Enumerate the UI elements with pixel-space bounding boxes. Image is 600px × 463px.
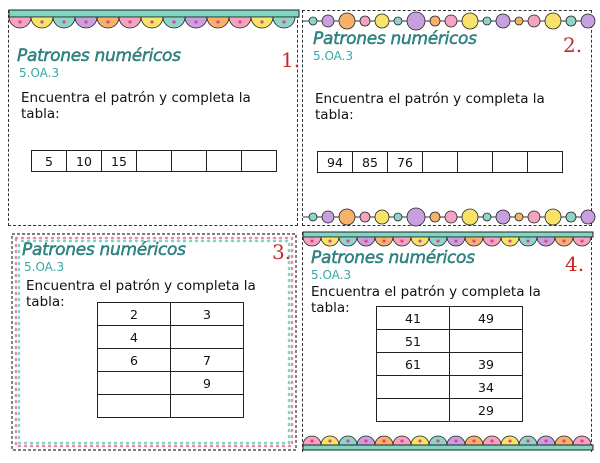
table-cell[interactable]: 49 xyxy=(450,307,523,330)
table-cell[interactable]: 15 xyxy=(102,151,137,172)
instruction-text: Encuentra el patrón y completa la tabla: xyxy=(26,278,256,310)
standard-code: 5.OA.3 xyxy=(24,260,65,274)
table-cell[interactable] xyxy=(528,152,563,173)
table-cell[interactable]: 61 xyxy=(377,353,450,376)
table-cell[interactable] xyxy=(137,151,172,172)
instruction-text: Encuentra el patrón y completa la tabla: xyxy=(311,284,541,316)
table-cell[interactable] xyxy=(242,151,277,172)
scalloped-bunting-bottom xyxy=(303,430,593,452)
table-cell[interactable] xyxy=(98,372,171,395)
table-cell[interactable] xyxy=(450,330,523,353)
table-cell[interactable]: 10 xyxy=(67,151,102,172)
table-cell[interactable] xyxy=(207,151,242,172)
card-title: Patrones numéricos xyxy=(17,46,181,66)
instruction-text: Encuentra el patrón y completa la tabla: xyxy=(315,91,545,123)
task-card-4 xyxy=(302,232,592,452)
card-number: 4. xyxy=(565,252,585,276)
table-cell[interactable] xyxy=(171,395,244,418)
instruction-text: Encuentra el patrón y completa la tabla: xyxy=(21,90,251,122)
table-cell[interactable] xyxy=(98,395,171,418)
bead-garland-bottom xyxy=(303,205,593,229)
table-cell[interactable]: 3 xyxy=(171,303,244,326)
card-number: 3. xyxy=(272,240,292,264)
table-cell[interactable] xyxy=(423,152,458,173)
card-title: Patrones numéricos xyxy=(22,240,186,260)
table-cell[interactable] xyxy=(377,399,450,422)
table-cell[interactable]: 34 xyxy=(450,376,523,399)
card-number: 1. xyxy=(281,48,301,72)
pattern-table xyxy=(317,151,563,173)
task-card-1 xyxy=(8,10,301,226)
table-cell[interactable] xyxy=(458,152,493,173)
pattern-table xyxy=(31,150,277,172)
standard-code: 5.OA.3 xyxy=(19,66,60,80)
table-cell[interactable]: 6 xyxy=(98,349,171,372)
table-cell[interactable]: 4 xyxy=(98,326,171,349)
card-title: Patrones numéricos xyxy=(311,248,475,268)
scalloped-bunting-top xyxy=(9,10,299,40)
table-cell[interactable] xyxy=(172,151,207,172)
table-cell[interactable] xyxy=(377,376,450,399)
standard-code: 5.OA.3 xyxy=(313,49,354,63)
card-number: 2. xyxy=(563,33,583,57)
standard-code: 5.OA.3 xyxy=(311,268,352,282)
pattern-table xyxy=(376,306,523,422)
table-cell[interactable]: 5 xyxy=(32,151,67,172)
table-cell[interactable]: 29 xyxy=(450,399,523,422)
table-cell[interactable]: 41 xyxy=(377,307,450,330)
card-title: Patrones numéricos xyxy=(313,29,477,49)
table-cell[interactable]: 85 xyxy=(353,152,388,173)
table-cell[interactable]: 9 xyxy=(171,372,244,395)
task-card-3 xyxy=(10,232,298,452)
pattern-table xyxy=(97,302,244,418)
table-cell[interactable]: 51 xyxy=(377,330,450,353)
table-cell[interactable]: 94 xyxy=(318,152,353,173)
table-cell[interactable]: 39 xyxy=(450,353,523,376)
table-cell[interactable] xyxy=(493,152,528,173)
table-cell[interactable]: 2 xyxy=(98,303,171,326)
table-cell[interactable] xyxy=(171,326,244,349)
task-card-2 xyxy=(302,10,592,226)
table-cell[interactable]: 7 xyxy=(171,349,244,372)
table-cell[interactable]: 76 xyxy=(388,152,423,173)
